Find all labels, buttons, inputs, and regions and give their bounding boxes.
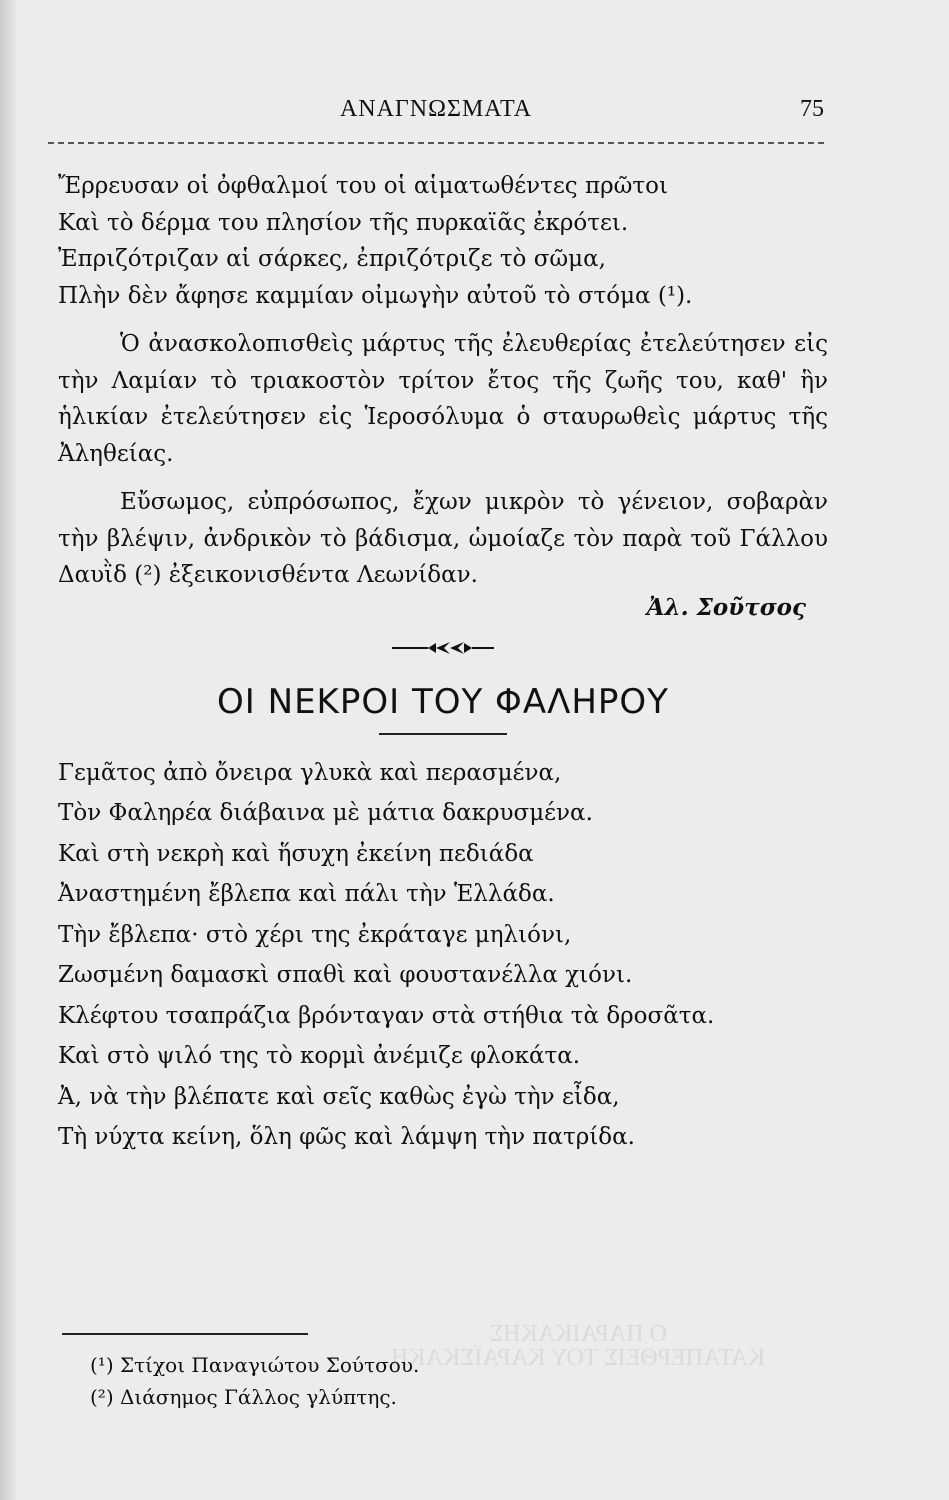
verse-line: Καὶ τὸ δέρμα του πλησίον τῆς πυρκαϊᾶς ἐκρότει.: [58, 209, 629, 236]
paragraph-martyr: Ὁ ἀνασκολοπισθεὶς μάρτυς τῆς ἐλευθερίας ἐτελεύτησεν εἰς τὴν Λαμίαν τὸ τριακοστὸν τρίτον ἔτος τῆς ζωῆς του, καθ' ἣν ἡλικίαν ἐτελεύτησεν εἰς Ἱεροσόλυμα ὁ σταυρωθεὶς μάρτυς τῆς Ἀληθείας.: [58, 331, 828, 467]
poem-line: Ἀ, νὰ τὴν βλέπατε καὶ σεῖς καθὼς ἐγὼ τὴν εἶδα,: [58, 1083, 620, 1110]
header-rule: [48, 142, 824, 144]
bleed-through-line: Ο ΠΑΡΑΙΚΑΚΗΣ: [489, 1321, 667, 1347]
author-signature: Ἀλ. Σοῦτσος: [646, 593, 806, 621]
poem-line: Καὶ στὴ νεκρὴ καὶ ἥσυχη ἐκείνη πεδιάδα: [58, 840, 534, 867]
poem-line: Τὴν ἔβλεπα· στὸ χέρι της ἐκράταγε μηλιόνι,: [58, 921, 572, 948]
footnote: (²) Διάσημος Γάλλος γλύπτης.: [90, 1385, 397, 1409]
paragraph-description: Εὔσωμος, εὐπρόσωπος, ἔχων μικρὸν τὸ γένειον, σοβαρὰν τὴν βλέψιν, ἀνδρικὸν τὸ βάδισμα, ὡμοίαζε τὸν παρὰ τοῦ Γάλλου Δαυῒδ (²) ἐξεικονισθέντα Λεωνίδαν.: [58, 489, 828, 588]
poem-line: Ἀναστημένη ἔβλεπα καὶ πάλι τὴν Ἑλλάδα.: [58, 881, 555, 907]
poem-line: Κλέφτου τσαπράζια βρόνταγαν στὰ στήθια τὰ δροσᾶτα.: [58, 1002, 715, 1029]
verse-line: Ἐπριζότριζαν αἱ σάρκες, ἐπριζότριζε τὸ σῶμα,: [58, 246, 606, 272]
bleed-through-line: ΚΑΤΑΠΕΡΘΕΙΣ ΤΟΥ ΚΑΡΑΪΣΚΑΚΗ: [390, 1345, 766, 1371]
poem-line: Τὴ νύχτα κείνη, ὅλη φῶς καὶ λάμψη τὴν πατρίδα.: [58, 1124, 635, 1150]
section-ornament-icon: [388, 640, 498, 656]
poem-body: [58, 753, 828, 1158]
poem-line: Γεμᾶτος ἀπὸ ὄνειρα γλυκὰ καὶ περασμένα,: [58, 759, 562, 786]
poem-line: Καὶ στὸ ψιλό της τὸ κορμὶ ἀνέμιζε φλοκάτα.: [58, 1043, 581, 1069]
verse-line: Πλὴν δὲν ἄφησε καμμίαν οἰμωγὴν αὐτοῦ τὸ στόμα (¹).: [58, 282, 693, 309]
page-header: [48, 96, 824, 130]
title-rule: [379, 733, 507, 735]
footnotes: [90, 1349, 419, 1413]
running-title: ΑΝΑΓΝΩΣΜΑΤΑ: [339, 96, 533, 122]
footnote-rule: [62, 1333, 308, 1335]
verse-line: Ἔρρευσαν οἱ ὀφθαλμοί του οἱ αἱματωθέντες πρῶτοι: [58, 173, 668, 199]
footnote: (¹) Στίχοι Παναγιώτου Σούτσου.: [90, 1353, 420, 1377]
page-body: [58, 168, 828, 1158]
poem-line: Ζωσμένη δαμασκὶ σπαθὶ καὶ φουστανέλλα χιόνι.: [58, 962, 633, 988]
page-number: 75: [800, 96, 824, 122]
opening-stanza: [58, 168, 828, 314]
poem-line: Τὸν Φαληρέα διάβαινα μὲ μάτια δακρυσμένα.: [58, 800, 593, 826]
poem-title: ΟΙ ΝΕΚΡΟΙ ΤΟΥ ΦΑΛΗΡΟΥ: [217, 682, 669, 722]
binding-shadow: [0, 0, 18, 1500]
